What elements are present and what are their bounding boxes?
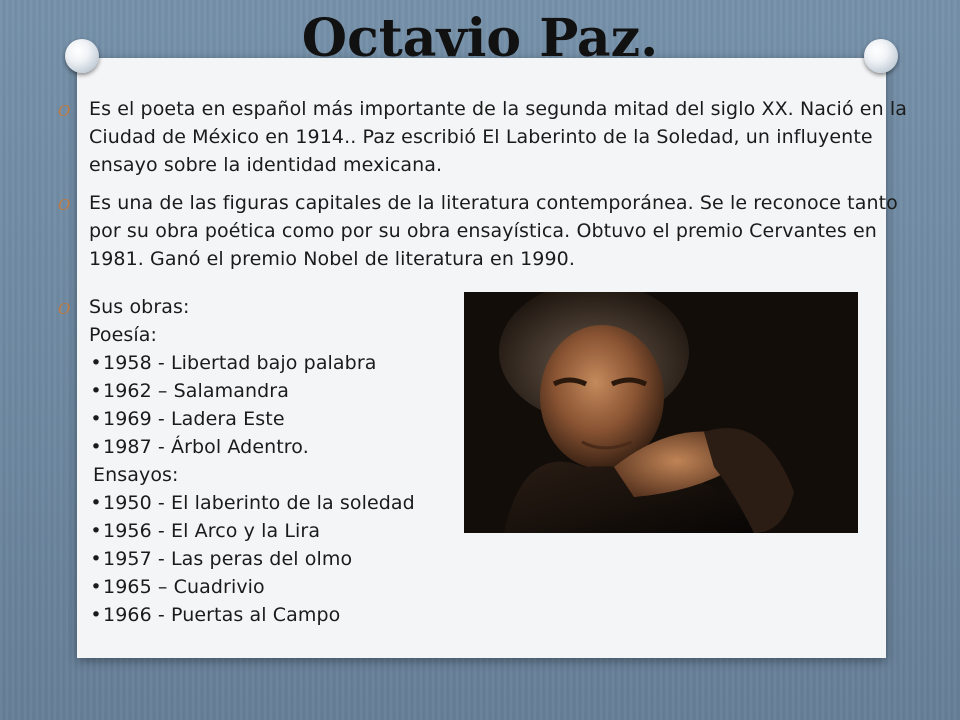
paragraph-text: Es el poeta en español más importante de la segunda mitad del siglo XX. Nació en la Ciudad de México en 1914.. Paz escribió El Laberinto de la Soledad, un influyente ensayo sobre la identidad mexicana. — [89, 98, 907, 176]
works-list — [58, 293, 529, 629]
works-heading: Sus obras: — [89, 296, 190, 318]
paragraph-text: Es una de las figuras capitales de la literatura contemporánea. Se le reconoce tanto por su obra poética como por su obra ensayística. Obtuvo el premio Cervantes en 1981. Ganó el premio Nobel de literatura en 1990. — [89, 192, 898, 270]
list-item: •1957 - Las peras del olmo — [90, 548, 353, 570]
poetry-heading: Poesía: — [89, 324, 158, 346]
list-item: •1950 - El laberinto de la soledad — [90, 492, 415, 514]
slide-title: Octavio Paz. — [301, 8, 659, 69]
list-item: •1962 – Salamandra — [90, 380, 289, 402]
paragraph-awards — [58, 189, 908, 273]
bullet-icon: O — [58, 102, 71, 120]
list-item: •1987 - Árbol Adentro. — [90, 436, 309, 458]
bullet-icon: O — [58, 196, 71, 214]
list-item: •1965 – Cuadrivio — [90, 576, 265, 598]
paragraph-biography — [58, 95, 908, 179]
list-item: •1966 - Puertas al Campo — [90, 604, 341, 626]
bullet-icon: O — [58, 300, 71, 318]
essays-heading: Ensayos: — [93, 464, 179, 486]
list-item: •1969 - Ladera Este — [90, 408, 285, 430]
portrait-photo — [464, 292, 858, 533]
list-item: •1956 - El Arco y la Lira — [90, 520, 321, 542]
list-item: •1958 - Libertad bajo palabra — [90, 352, 377, 374]
